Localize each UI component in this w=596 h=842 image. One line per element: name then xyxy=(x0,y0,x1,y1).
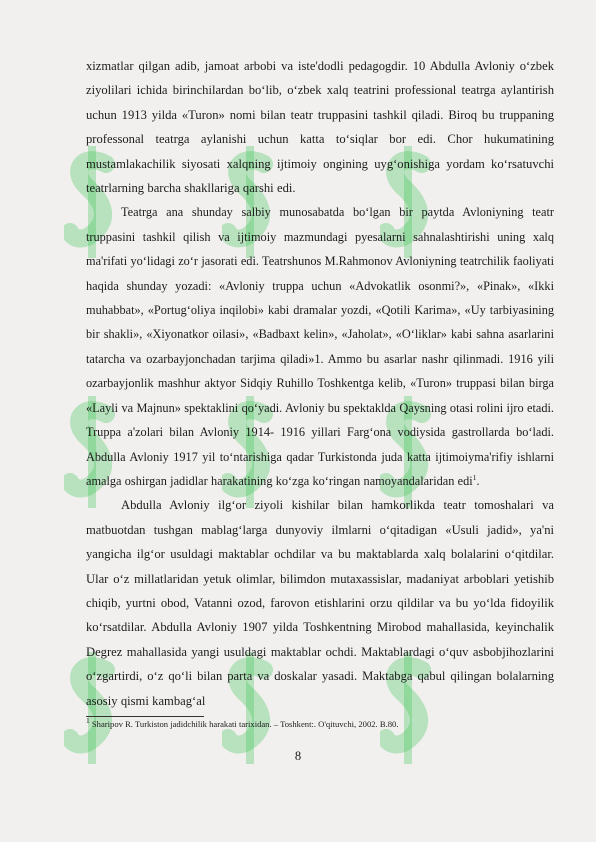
page-number: 8 xyxy=(294,749,302,763)
footnote-text: Sharipov R. Turkiston jadidchilik harakati tarixidan. – Toshkent:. O'qituvchi, 2002. B.80. xyxy=(89,718,399,729)
paragraph-3: Abdulla Avloniy ilg‘or ziyoli kishilar bilan hamkorlikda teatr tomoshalari va matbuotdan tushgan mablag‘larga dunyoviy ilmlarni o‘qitadigan «Usuli jadid», ya'ni yangicha ilg‘or usuldagi maktablar ochdilar va bu maktablarda xalq bolalarini o‘qitdilar. Ular o‘z millatlaridan yetuk olimlar, bilimdon mutaxassislar, madaniyat arboblari yetishib chiqib, yurtni obod, Vatanni ozod, farovon etishlarini orzu qildilar va bu yo‘lda fidoyilik ko‘rsatdilar. Abdulla Avloniy 1907 yilda Toshkentning Mirobod mahallasida, keyinchalik Degrez mahallasida yangi usuldagi maktablar ochdi. Maktablardagi o‘quv asbobjihozlarini o‘zgartirdi, o‘z qo‘li bilan parta va doskalar yasadi. Maktabga qabul qilingan bolalarning asosiy qismi kambag‘al xyxy=(86,498,554,708)
paragraph-2-end: . xyxy=(476,473,480,488)
paragraph-1: xizmatlar qilgan adib, jamoat arbobi va iste'dodli pedagogdir. 10 Abdulla Avloniy o‘zbek ziyolilari ichida birinchilardan bo‘lib, o‘zbek xalq teatrini professional teatrga aylantirish uchun 1913 yilda «Turon» nomi bilan teatr truppasini tashkil qiladi. Biroq bu truppaning professonal teatrga aylanishi uchun katta to‘siqlar bor edi. Chor hukumatining mustamlakachilik siyosati xalqning ijtimoiy ongining uyg‘onishiga yordam ko‘rsatuvchi teatrlarning barcha shakllariga qarshi edi. xyxy=(86,59,554,196)
footnote-reference[interactable]: 1 xyxy=(472,472,477,482)
footnote-marker: 1 xyxy=(86,716,90,726)
footnote-divider xyxy=(86,716,204,717)
paragraph-2-text: Teatrga ana shunday salbiy munosabatda bo‘lgan bir paytda Avloniyning teatr truppasini tashkil qilish va ijtimoiy mazmundagi pyesalarni sahnalashtirishi uning xalq ma'rifati yo‘lidagi zo‘r jasorati edi. Teatrshunos M.Rahmonov Avloniyning teatrchilik faoliyati haqida shunday yozadi: «Avloniy truppa uchun «Advokatlik osonmi?», «Pinak», «Ikki muhabbat», «Portug‘oliya inqilobi» kabi dramalar yozdi, «Qotili Karima», «Uy tarbiyasining bir shakli», «Xiyonatkor oilasi», «Badbaxt kelin», «Jaholat», «O‘liklar» kabi sahna asarlarini tatarcha va ozarbayjonchadan tarjima qiladi»1. Ammo bu asarlar nashr qilinmadi. 1916 yili ozarbayjonlik mashhur aktyor Sidqiy Ruhillo Toshkentga kelib, «Turon» truppasi bilan birga «Layli va Majnun» spektaklini qo‘yadi. Avloniy bu spektaklda Qaysning otasi rolini ijro etadi. Truppa a'zolari bilan Avloniy 1914- 1916 yillari Farg‘ona vodiysida gastrollarda bo‘ladi. Abdulla Avloniy 1917 yil to‘ntarishiga qadar Turkistonda juda katta ijtimoiyma'rifiy ishlarni amalga oshirgan jadidlar harakatining ko‘zga ko‘ringan namoyandalaridan edi xyxy=(86,205,554,488)
paragraph-2 xyxy=(86,200,554,493)
document-page xyxy=(86,54,554,730)
footnote xyxy=(86,718,554,730)
